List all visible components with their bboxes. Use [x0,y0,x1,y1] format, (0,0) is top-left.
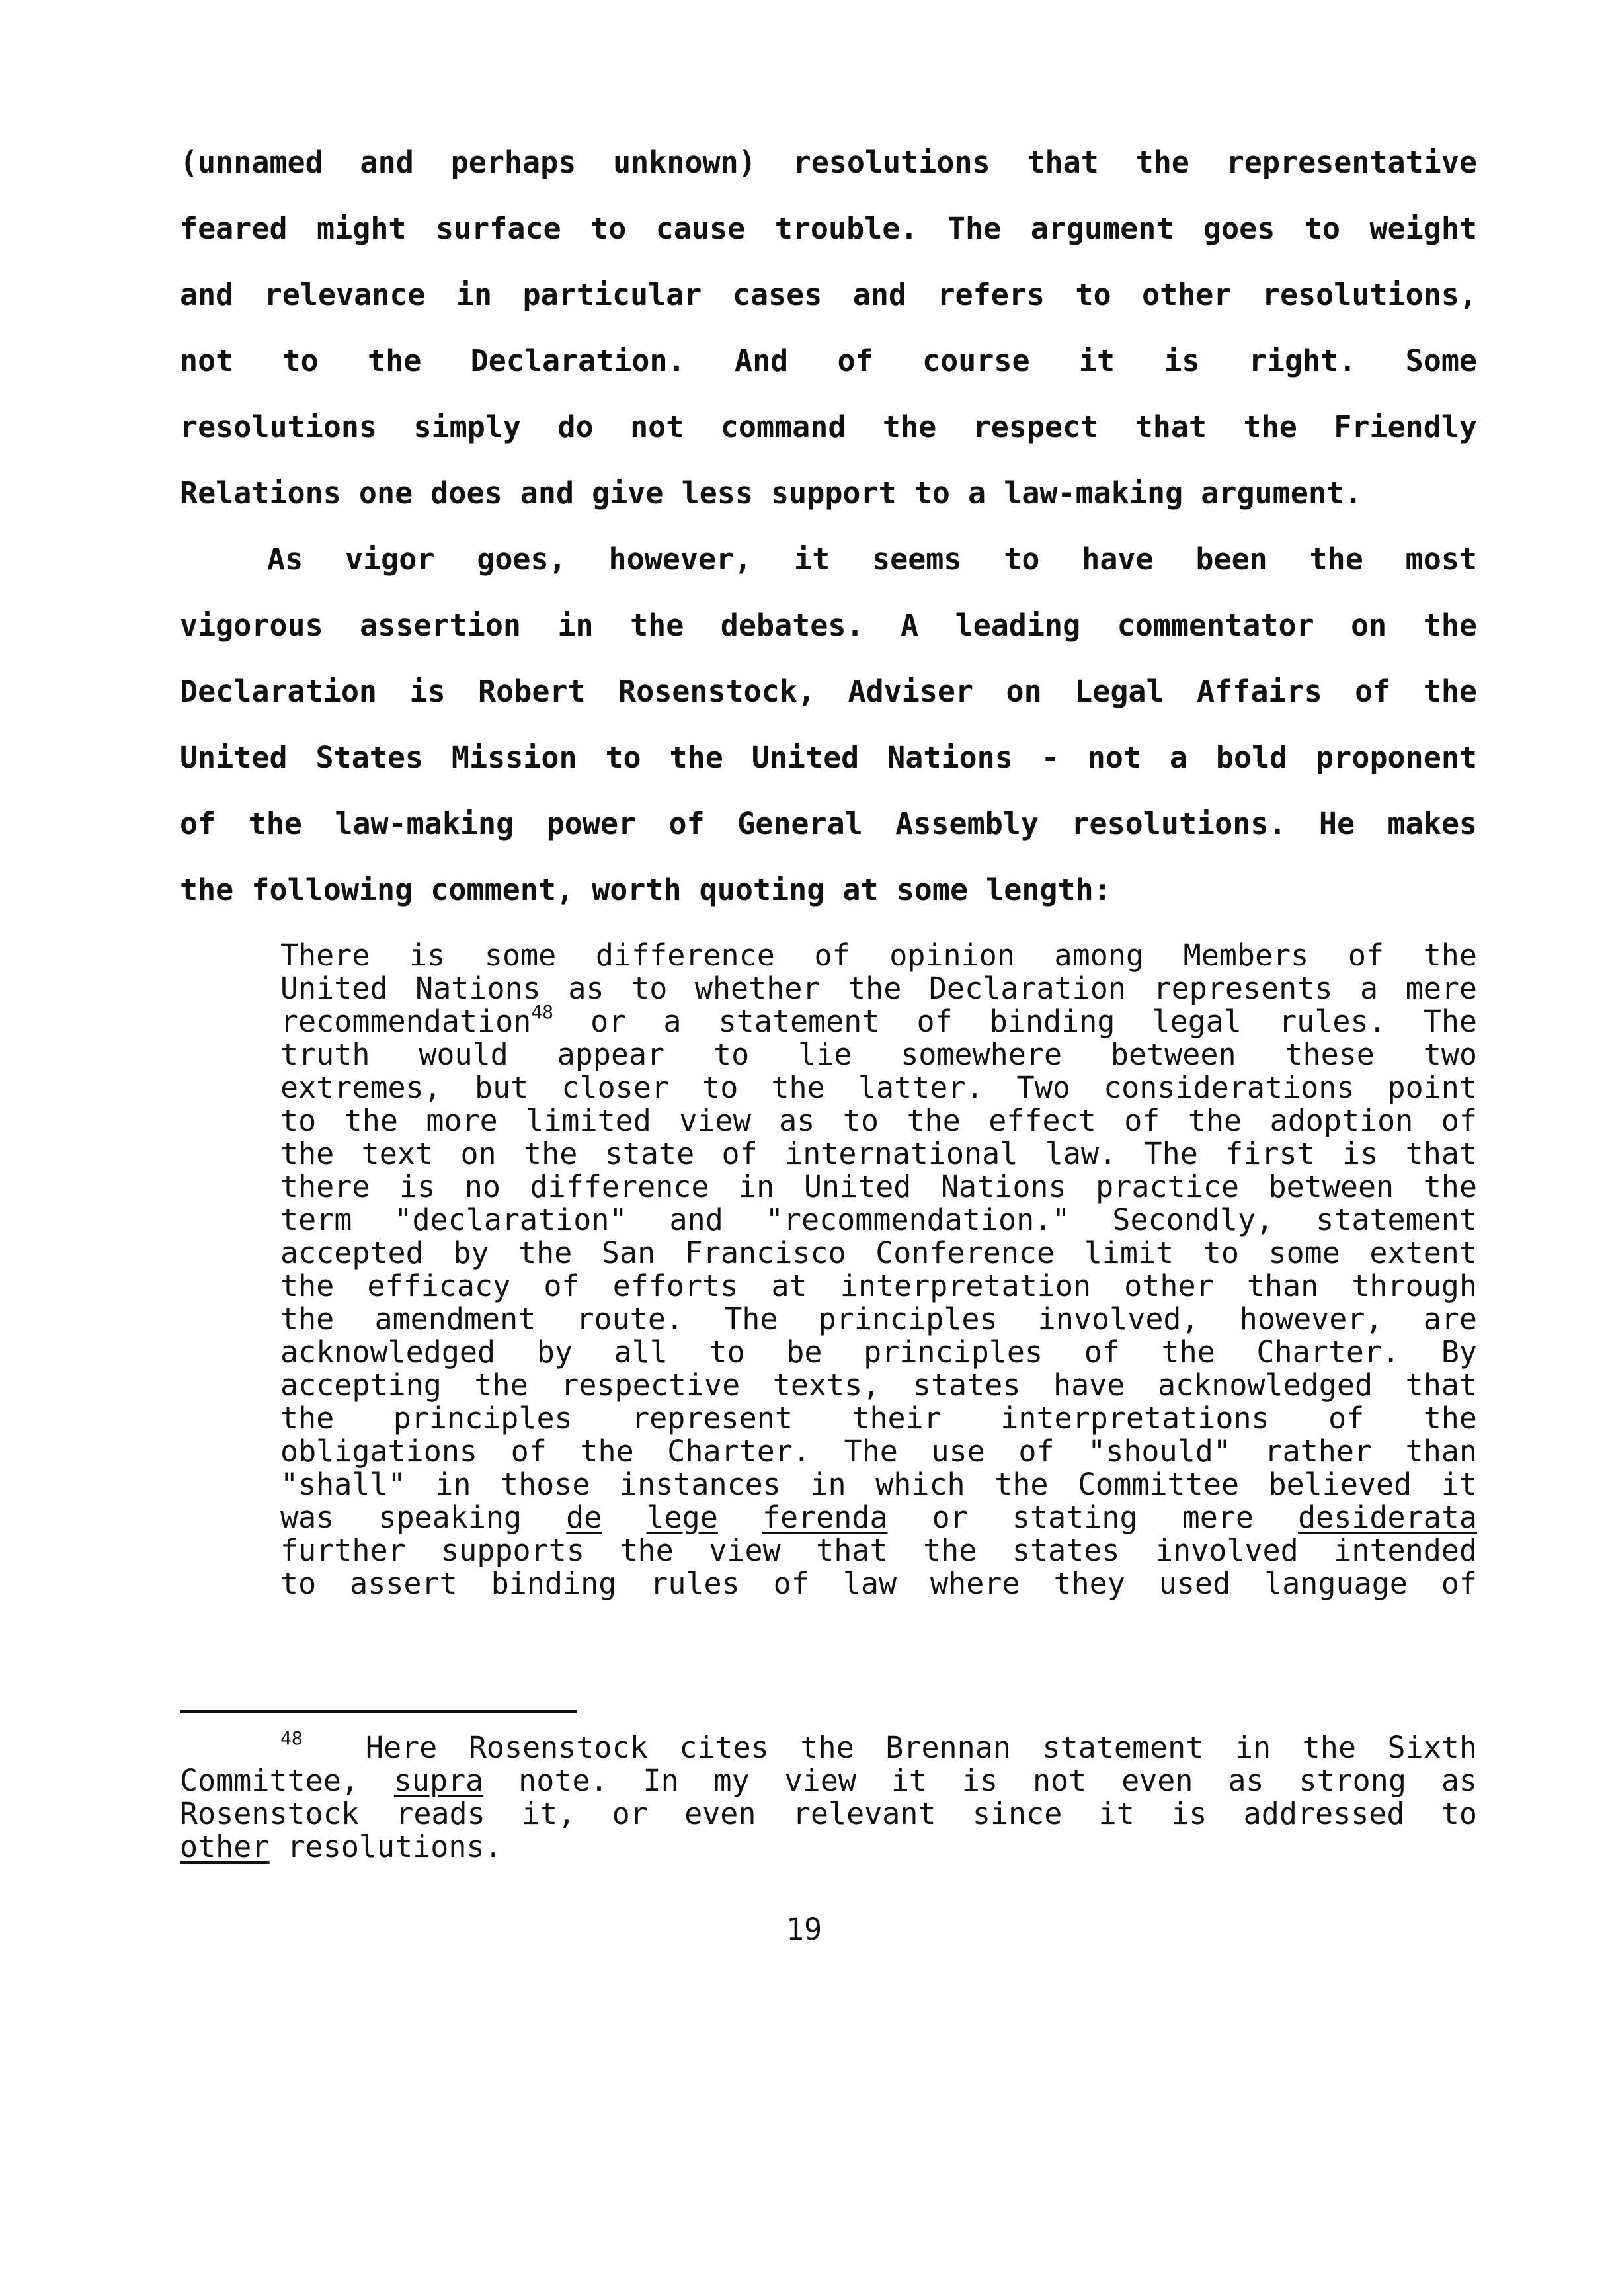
quote-line-17: "shall" in those instances in which the Committee believed it [280,1467,1477,1502]
body-line-2: feared might surface to cause trouble. The argument goes to weight [180,211,1477,246]
footnote-number: 48 [280,1727,303,1749]
quote-text: or stating mere [887,1500,1299,1535]
quote-line-5: extremes, but closer to the latter. Two considerations point [280,1070,1477,1105]
body-line-9: Declaration is Robert Rosenstock, Adviser on Legal Affairs of the [180,674,1477,709]
body-line-1: (unnamed and perhaps unknown) resolutions that the representative [180,145,1477,180]
quote-line-14: accepting the respective texts, states have acknowledged that [280,1368,1477,1403]
quote-text: or a statement of binding legal rules. The [553,1004,1477,1039]
quote-line-2 [280,972,1477,1005]
underlined-term: other [180,1829,270,1864]
body-line-4: not to the Declaration. And of course it is right. Some [180,343,1477,378]
footnote-text: Committee, [180,1763,394,1798]
quote-line-20: to assert binding rules of law where they used language of [280,1566,1477,1601]
underlined-term: ferenda [762,1500,888,1535]
body-line-11: of the law-making power of General Assembly resolutions. He makes [180,806,1477,841]
underlined-term: desiderata [1298,1500,1477,1535]
page-number: 19 [785,1912,823,1947]
quote-text: United Nations [280,971,541,1006]
underlined-term: supra [393,1763,484,1798]
quote-line-7: the text on the state of international law. The first is that [280,1136,1477,1171]
body-line-5: resolutions simply do not command the respect that the Friendly [180,409,1477,444]
quote-line-16: obligations of the Charter. The use of "should" rather than [280,1434,1477,1469]
quote-text: was speaking [280,1500,567,1535]
quote-text: recommendation [280,1004,532,1039]
quote-line-18 [280,1501,1477,1534]
quote-line-9: term "declaration" and "recommendation." Secondly, statement [280,1202,1477,1237]
quote-line-15: the principles represent their interpretations of the [280,1401,1477,1436]
quote-text: as to whether the Declaration represents a mere [568,971,1478,1006]
body-line-6: Relations one does and give less support to a law-making argument. [180,475,1363,511]
quote-line-12: the amendment route. The principles involved, however, are [280,1301,1477,1336]
footnote-text: resolutions. [269,1829,502,1864]
quote-line-3 [280,1001,1477,1039]
quote-line-4: truth would appear to lie somewhere between these two [280,1037,1477,1072]
quote-line-19: further supports the view that the states involved intended [280,1533,1477,1568]
body-line-12: the following comment, worth quoting at some length: [180,872,1111,907]
footnote-text: Here Rosenstock cites the Brennan statement in the Sixth [365,1730,1477,1765]
footnote-separator [180,1710,577,1713]
body-line-8: vigorous assertion in the debates. A leading commentator on the [180,608,1477,643]
footnote-line-3: Rosenstock reads it, or even relevant since it is addressed to [180,1796,1477,1831]
body-line-10: United States Mission to the United Nations - not a bold proponent [180,740,1477,775]
footnote-line-2 [180,1764,1477,1797]
quote-line-1: There is some difference of opinion among Members of the [280,938,1477,973]
underlined-term: de [566,1500,602,1535]
quote-line-6: to the more limited view as to the effect of the adoption of [280,1103,1477,1138]
footnote-reference[interactable]: 48 [531,1001,554,1023]
footnote-line-4 [180,1830,1477,1864]
body-line-3: and relevance in particular cases and refers to other resolutions, [180,277,1477,312]
quote-line-10: accepted by the San Francisco Conference limit to some extent [280,1235,1477,1270]
body-line-7: As vigor goes, however, it seems to have been the most [267,542,1477,577]
underlined-term: lege [646,1500,718,1535]
footnote-line-1 [280,1727,1477,1765]
quote-line-13: acknowledged by all to be principles of the Charter. By [280,1334,1477,1370]
quote-line-8: there is no difference in United Nations practice between the [280,1169,1477,1204]
footnote-text: note. In my view it is not even as strong as [483,1763,1477,1798]
quote-line-11: the efficacy of efforts at interpretation other than through [280,1268,1477,1303]
